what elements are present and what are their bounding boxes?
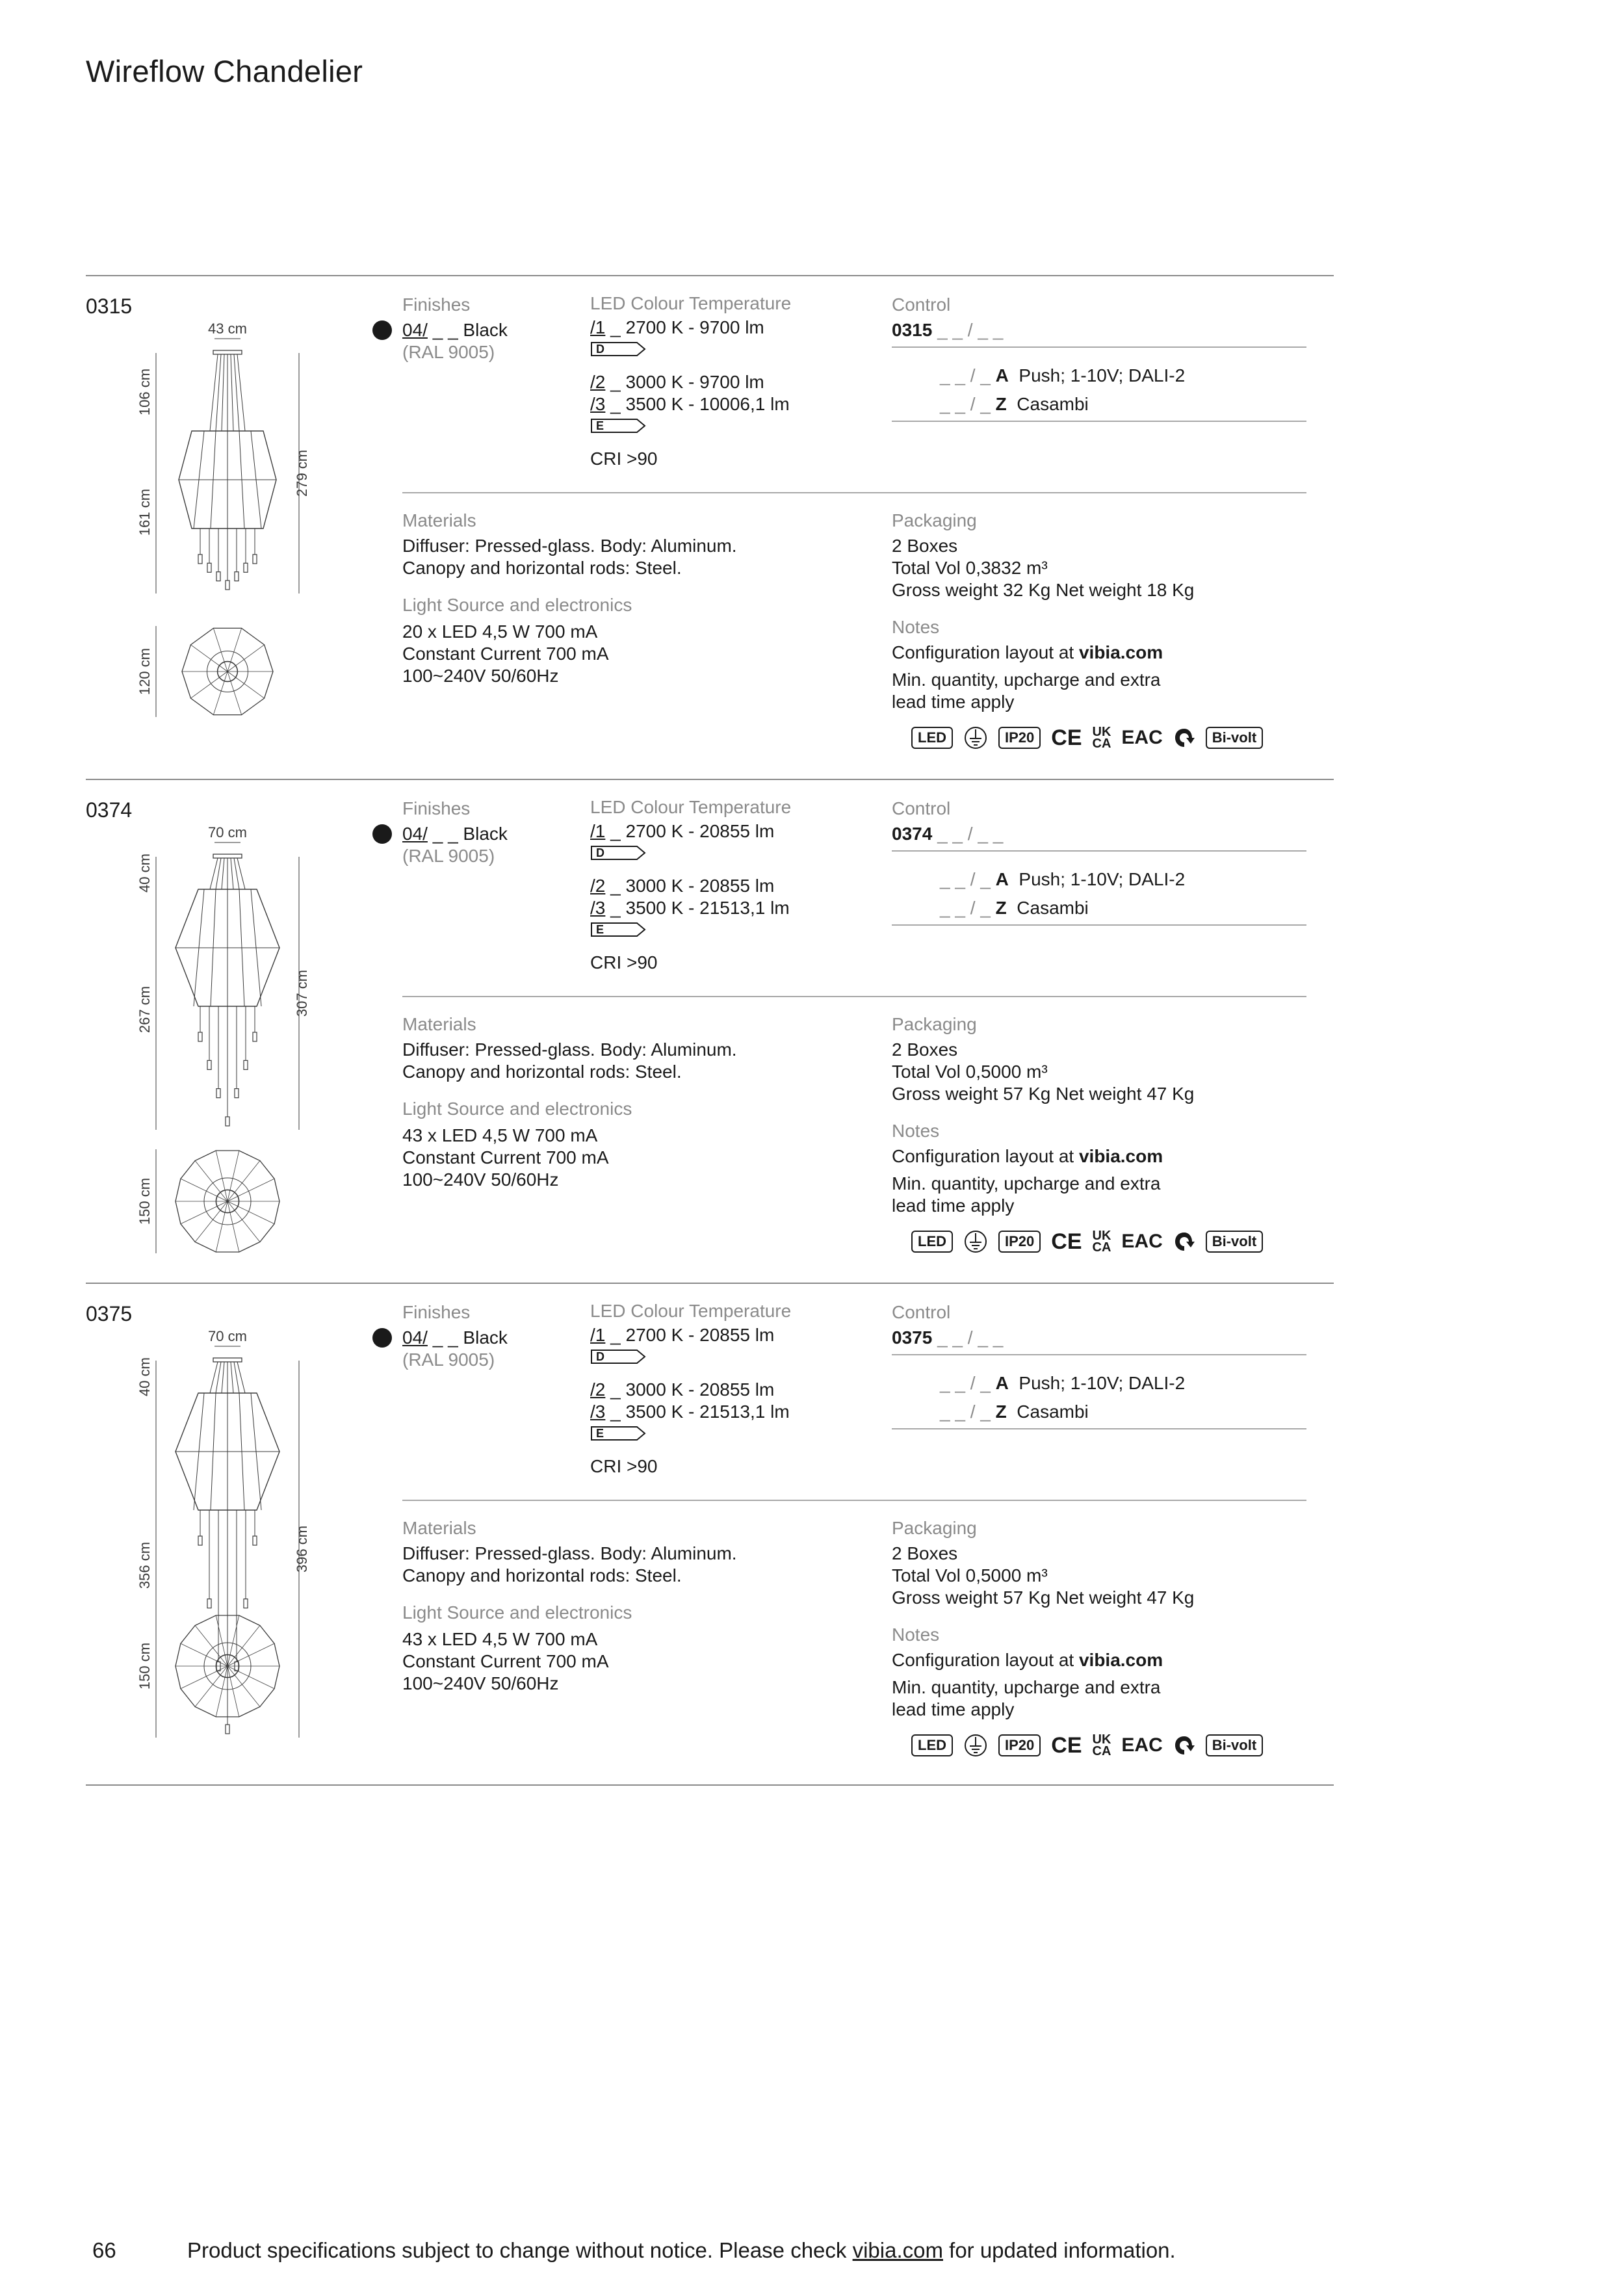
control-option-a: _ _ / _ A Push; 1-10V; DALI-2 — [940, 365, 1186, 385]
earth-ground-icon — [963, 1229, 988, 1254]
materials-line: Diffuser: Pressed-glass. Body: Aluminum. — [402, 536, 737, 556]
pendant-light — [253, 554, 257, 564]
suspension-wire — [231, 354, 233, 431]
ip20-icon: IP20 — [998, 1231, 1041, 1253]
packaging-line: 2 Boxes — [892, 1039, 958, 1060]
materials-line: Canopy and horizontal rods: Steel. — [402, 558, 682, 578]
light-source-line: 100~240V 50/60Hz — [402, 1169, 559, 1190]
ct2-row: /2 _ 3000 K - 9700 lm — [590, 372, 764, 392]
led-icon: LED — [911, 1734, 953, 1756]
dimension-width: 70 cm — [208, 824, 247, 841]
notes-label: Notes — [892, 1624, 940, 1645]
materials-line: Canopy and horizontal rods: Steel. — [402, 1062, 682, 1082]
finish-ral: (RAL 9005) — [402, 342, 495, 362]
product-code: 0315 — [86, 294, 133, 318]
pendant-light — [235, 572, 239, 581]
plan-rod — [227, 645, 265, 672]
finish-code: 04/ — [402, 320, 428, 340]
ct1-row: /1 _ 2700 K - 9700 lm — [590, 317, 764, 337]
notes-configuration: Configuration layout at vibia.com — [892, 642, 1163, 662]
dimension-total: 396 cm — [294, 1525, 310, 1573]
product-code: 0375 — [86, 1302, 133, 1325]
light-source-line: Constant Current 700 mA — [402, 1147, 609, 1168]
energy-class-e: E — [596, 923, 604, 936]
product-section-0315 — [0, 275, 1623, 789]
pendant-light — [244, 563, 248, 572]
ct3-row: /3 _ 3500 K - 10006,1 lm — [590, 394, 790, 414]
led-colour-temperature-label: LED Colour Temperature — [590, 1301, 792, 1321]
pendant-light — [244, 1599, 248, 1608]
packaging-label: Packaging — [892, 1014, 977, 1034]
finish-option — [402, 823, 508, 845]
packaging-label: Packaging — [892, 510, 977, 530]
certification-icons — [911, 725, 1263, 751]
pendant-light — [235, 1089, 239, 1098]
pendant-light — [216, 572, 220, 581]
product-code: 0374 — [86, 798, 133, 822]
recycling-mark-icon — [1173, 1734, 1195, 1756]
control-label: Control — [892, 1302, 951, 1322]
energy-class-e-icon — [590, 418, 646, 434]
control-rule — [892, 1428, 1306, 1429]
canopy-shape — [213, 350, 242, 354]
light-source-label: Light Source and electronics — [402, 595, 632, 615]
light-source-line: 43 x LED 4,5 W 700 mA — [402, 1629, 598, 1649]
control-option-z: _ _ / _ Z Casambi — [940, 394, 1089, 414]
light-source-line: 43 x LED 4,5 W 700 mA — [402, 1125, 598, 1145]
led-icon: LED — [911, 1231, 953, 1253]
packaging-line: Total Vol 0,3832 m³ — [892, 558, 1048, 578]
control-rule — [892, 346, 1306, 348]
finish-ral: (RAL 9005) — [402, 1350, 495, 1370]
finishes-label: Finishes — [402, 798, 471, 818]
pendant-light — [207, 1060, 211, 1069]
notes-label: Notes — [892, 617, 940, 637]
ct3-row: /3 _ 3500 K - 21513,1 lm — [590, 898, 790, 918]
dimension-width: 43 cm — [208, 320, 247, 337]
suspension-wire — [222, 858, 224, 889]
pendant-light — [198, 554, 202, 564]
cri-value: CRI >90 — [590, 449, 658, 469]
led-colour-temperature-label: LED Colour Temperature — [590, 293, 792, 313]
recycling-mark-icon — [1173, 1231, 1195, 1253]
page-title: Wireflow Chandelier — [86, 54, 363, 88]
control-rule — [892, 850, 1306, 852]
led-colour-temperature-label: LED Colour Temperature — [590, 797, 792, 817]
finish-ral: (RAL 9005) — [402, 846, 495, 866]
ip20-icon: IP20 — [998, 1734, 1041, 1756]
pendant-light — [253, 1536, 257, 1545]
finish-option — [402, 319, 508, 341]
control-code: 0315 _ _ / _ _ — [892, 320, 1004, 340]
packaging-line: Gross weight 57 Kg Net weight 47 Kg — [892, 1084, 1195, 1104]
ct3-row: /3 _ 3500 K - 21513,1 lm — [590, 1402, 790, 1422]
section-inner-rule — [402, 492, 1306, 493]
recycling-mark-icon — [1173, 727, 1195, 749]
materials-label: Materials — [402, 1014, 476, 1034]
suspension-wire — [231, 1362, 233, 1393]
ct1-row: /1 _ 2700 K - 20855 lm — [590, 821, 775, 841]
control-rule — [892, 924, 1306, 926]
canopy-shape — [213, 1358, 242, 1362]
notes-configuration: Configuration layout at vibia.com — [892, 1146, 1163, 1166]
pendant-light — [226, 1117, 229, 1126]
pendant-light — [226, 581, 229, 590]
footer-disclaimer: Product specifications subject to change without notice. Please check vibia.com for updated information. — [187, 2238, 1176, 2262]
bivolt-icon: Bi-volt — [1206, 1231, 1263, 1253]
light-source-line: 100~240V 50/60Hz — [402, 666, 559, 686]
pendant-light — [198, 1032, 202, 1041]
notes-line: Min. quantity, upcharge and extra — [892, 670, 1161, 690]
ct2-row: /2 _ 3000 K - 20855 lm — [590, 1379, 775, 1400]
eac-icon: EAC — [1121, 1231, 1163, 1252]
footer-vibia-link[interactable]: vibia.com — [852, 2238, 943, 2262]
notes-line: Min. quantity, upcharge and extra — [892, 1173, 1161, 1194]
dimension-top: 106 cm — [136, 368, 153, 416]
finish-code: 04/ — [402, 824, 428, 844]
packaging-line: Total Vol 0,5000 m³ — [892, 1565, 1048, 1585]
ukca-icon: UK CA — [1092, 725, 1111, 751]
control-code: 0374 _ _ / _ _ — [892, 824, 1004, 844]
energy-class-e: E — [596, 1427, 604, 1440]
dimension-plan: 150 cm — [136, 1642, 153, 1690]
bivolt-icon: Bi-volt — [1206, 1734, 1263, 1756]
earth-ground-icon — [963, 725, 988, 750]
dimension-body: 161 cm — [136, 488, 153, 536]
materials-line: Diffuser: Pressed-glass. Body: Aluminum. — [402, 1543, 737, 1563]
finishes-label: Finishes — [402, 1302, 471, 1322]
dimension-body: 356 cm — [136, 1541, 153, 1589]
notes-line: lead time apply — [892, 692, 1015, 712]
black-finish-swatch-icon — [372, 824, 392, 844]
notes-configuration: Configuration layout at vibia.com — [892, 1650, 1163, 1670]
pendant-light — [244, 1060, 248, 1069]
ip20-icon: IP20 — [998, 727, 1041, 749]
control-option-a: _ _ / _ A Push; 1-10V; DALI-2 — [940, 1373, 1186, 1393]
energy-class-d: D — [596, 343, 604, 356]
energy-class-d: D — [596, 846, 604, 859]
pendant-light — [207, 1599, 211, 1608]
control-label: Control — [892, 798, 951, 818]
control-code: 0375 _ _ / _ _ — [892, 1327, 1004, 1348]
packaging-line: 2 Boxes — [892, 536, 958, 556]
section-inner-rule — [402, 996, 1306, 997]
energy-class-e-icon — [590, 1426, 646, 1441]
ce-icon: CE — [1051, 725, 1082, 750]
pendant-light — [198, 1536, 202, 1545]
dimension-body: 267 cm — [136, 985, 153, 1034]
energy-class-e: E — [596, 419, 604, 432]
plan-rod — [190, 672, 227, 698]
pendant-light — [216, 1089, 220, 1098]
dimension-top: 40 cm — [136, 1357, 153, 1396]
finish-name: _ _ Black — [427, 320, 508, 340]
packaging-line: Total Vol 0,5000 m³ — [892, 1062, 1048, 1082]
light-source-line: 100~240V 50/60Hz — [402, 1673, 559, 1693]
black-finish-swatch-icon — [372, 320, 392, 340]
packaging-line: Gross weight 57 Kg Net weight 47 Kg — [892, 1587, 1195, 1608]
chandelier-drawing — [130, 818, 312, 1286]
light-source-label: Light Source and electronics — [402, 1099, 632, 1119]
suspension-wire — [222, 1362, 224, 1393]
energy-class-d-icon — [590, 845, 646, 861]
energy-class-e-icon — [590, 922, 646, 937]
pendant-light — [207, 563, 211, 572]
ct2-row: /2 _ 3000 K - 20855 lm — [590, 876, 775, 896]
dimension-width: 70 cm — [208, 1328, 247, 1344]
dimension-plan: 150 cm — [136, 1177, 153, 1225]
section-inner-rule — [402, 1500, 1306, 1501]
finish-name: _ _ Black — [427, 1327, 508, 1348]
dimension-top: 40 cm — [136, 854, 153, 893]
cri-value: CRI >90 — [590, 952, 658, 972]
product-section-0374 — [0, 779, 1623, 1292]
suspension-wire — [231, 858, 233, 889]
materials-line: Diffuser: Pressed-glass. Body: Aluminum. — [402, 1039, 737, 1060]
product-section-0375 — [0, 1283, 1623, 1796]
chandelier-drawing — [130, 314, 312, 782]
cri-value: CRI >90 — [590, 1456, 658, 1476]
certification-icons — [911, 1229, 1263, 1255]
packaging-label: Packaging — [892, 1518, 977, 1538]
ct1-row: /1 _ 2700 K - 20855 lm — [590, 1325, 775, 1345]
bivolt-icon: Bi-volt — [1206, 727, 1263, 749]
control-rule — [892, 1354, 1306, 1355]
finish-code: 04/ — [402, 1327, 428, 1348]
black-finish-swatch-icon — [372, 1328, 392, 1348]
materials-label: Materials — [402, 510, 476, 530]
energy-class-d: D — [596, 1350, 604, 1363]
certification-icons — [911, 1732, 1263, 1758]
control-option-z: _ _ / _ Z Casambi — [940, 1402, 1089, 1422]
energy-class-d-icon — [590, 1349, 646, 1364]
pendant-light — [226, 1725, 229, 1734]
ukca-icon: UK CA — [1092, 1229, 1111, 1255]
ce-icon: CE — [1051, 1733, 1082, 1758]
energy-class-d-icon — [590, 341, 646, 357]
plan-rod — [190, 645, 227, 672]
chandelier-drawing — [130, 1322, 312, 1790]
page-number: 66 — [92, 2238, 116, 2262]
led-icon: LED — [911, 727, 953, 749]
dimension-total: 307 cm — [294, 969, 310, 1017]
light-source-line: 20 x LED 4,5 W 700 mA — [402, 621, 598, 642]
light-source-line: Constant Current 700 mA — [402, 644, 609, 664]
suspension-wire — [222, 354, 224, 431]
light-source-line: Constant Current 700 mA — [402, 1651, 609, 1671]
vibia-link[interactable]: vibia.com — [1078, 642, 1163, 662]
packaging-line: Gross weight 32 Kg Net weight 18 Kg — [892, 580, 1195, 600]
canopy-shape — [213, 854, 242, 858]
vibia-link[interactable]: vibia.com — [1078, 1650, 1163, 1670]
control-option-a: _ _ / _ A Push; 1-10V; DALI-2 — [940, 869, 1186, 889]
notes-line: lead time apply — [892, 1195, 1015, 1216]
finish-name: _ _ Black — [427, 824, 508, 844]
dimension-plan: 120 cm — [136, 647, 153, 696]
notes-label: Notes — [892, 1121, 940, 1141]
ukca-icon: UK CA — [1092, 1732, 1111, 1758]
notes-line: Min. quantity, upcharge and extra — [892, 1677, 1161, 1697]
materials-line: Canopy and horizontal rods: Steel. — [402, 1565, 682, 1585]
earth-ground-icon — [963, 1733, 988, 1758]
finish-option — [402, 1327, 508, 1349]
eac-icon: EAC — [1121, 1734, 1163, 1756]
pendant-light — [253, 1032, 257, 1041]
dimension-total: 279 cm — [294, 449, 310, 497]
light-source-label: Light Source and electronics — [402, 1602, 632, 1623]
plan-rod — [227, 672, 265, 698]
packaging-line: 2 Boxes — [892, 1543, 958, 1563]
vibia-link[interactable]: vibia.com — [1078, 1146, 1163, 1166]
notes-line: lead time apply — [892, 1699, 1015, 1719]
control-label: Control — [892, 294, 951, 315]
eac-icon: EAC — [1121, 727, 1163, 748]
ce-icon: CE — [1051, 1229, 1082, 1254]
materials-label: Materials — [402, 1518, 476, 1538]
control-option-z: _ _ / _ Z Casambi — [940, 898, 1089, 918]
finishes-label: Finishes — [402, 294, 471, 315]
control-rule — [892, 421, 1306, 422]
